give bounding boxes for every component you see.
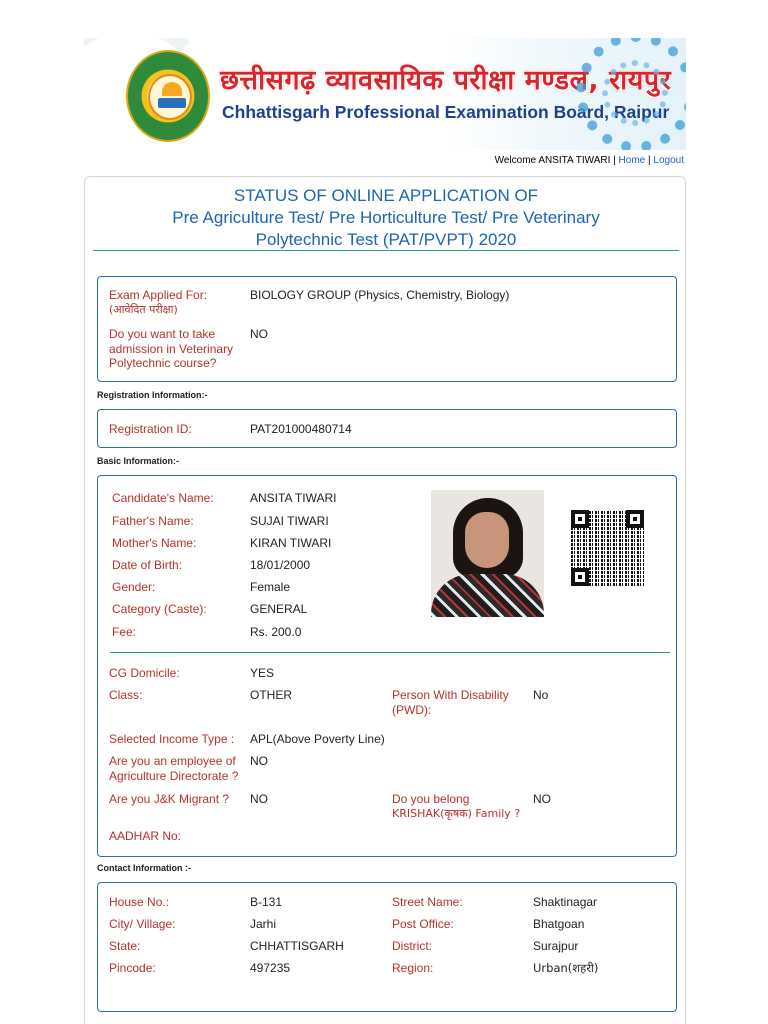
exam-info-box	[97, 276, 677, 382]
vyapam-emblem-icon	[126, 50, 210, 142]
krishak-label: Do you belong KRISHAK(कृषक) Family ?	[392, 792, 521, 820]
qr-code-icon	[571, 510, 644, 586]
registration-section-label: Registration Information:-	[97, 390, 208, 400]
category-label: Category (Caste):	[112, 602, 207, 616]
registration-id-label: Registration ID:	[109, 422, 192, 436]
street-name-label: Street Name:	[392, 895, 463, 909]
mother-name-label: Mother's Name:	[112, 536, 197, 550]
qr-finder	[571, 510, 589, 528]
photo-clothing	[431, 574, 544, 617]
page-title	[85, 185, 687, 251]
qr-finder	[571, 568, 589, 586]
registration-id-value: PAT201000480714	[250, 422, 352, 436]
title-line-1: STATUS OF ONLINE APPLICATION OF	[233, 186, 539, 205]
aadhar-label: AADHAR No:	[109, 829, 182, 843]
fee-label: Fee:	[112, 625, 137, 639]
class-label: Class:	[109, 688, 143, 702]
basic-section-label: Basic Information:-	[97, 456, 180, 466]
jk-migrant-label: Are you J&K Migrant ?	[109, 792, 230, 806]
board-name-hindi: छत्तीसगढ़ व्यावसायिक परीक्षा मण्डल, रायपुर	[220, 65, 672, 96]
pwd-label: Person With Disability (PWD):	[392, 688, 509, 717]
dob-value: 18/01/2000	[250, 558, 311, 572]
pincode-label: Pincode:	[109, 961, 156, 975]
basic-info-divider	[110, 652, 670, 653]
exam-applied-value: BIOLOGY GROUP (Physics, Chemistry, Biology)	[250, 288, 510, 302]
category-value: GENERAL	[250, 602, 308, 616]
city-value: Jarhi	[250, 917, 277, 931]
house-no-value: B-131	[250, 895, 283, 909]
separator: |	[613, 155, 616, 166]
emblem-center	[148, 74, 192, 120]
registration-box	[97, 409, 677, 448]
candidate-name-value: ANSITA TIWARI	[250, 491, 337, 505]
user-bar	[495, 155, 684, 166]
district-label: District:	[392, 939, 432, 953]
income-type-value: APL(Above Poverty Line)	[250, 732, 385, 746]
veterinary-question-value: NO	[250, 327, 268, 341]
logout-link[interactable]: Logout	[653, 155, 684, 166]
domicile-value: YES	[250, 666, 275, 680]
sun-icon	[162, 82, 182, 96]
title-line-3: Polytechnic Test (PAT/PVPT) 2020	[255, 230, 517, 249]
candidate-name-label: Candidate's Name:	[112, 491, 214, 505]
state-label: State:	[109, 939, 141, 953]
contact-section-label: Contact Information :-	[97, 863, 191, 873]
home-link[interactable]: Home	[618, 155, 646, 166]
separator: |	[648, 155, 651, 166]
title-divider	[93, 250, 679, 251]
income-type-label: Selected Income Type :	[109, 732, 235, 746]
father-name-value: SUJAI TIWARI	[250, 514, 329, 528]
application-status-card	[84, 176, 686, 1024]
header-banner	[84, 38, 686, 150]
region-label: Region:	[392, 961, 434, 975]
gender-value: Female	[250, 580, 291, 594]
dob-label: Date of Birth:	[112, 558, 183, 572]
book-icon	[158, 98, 186, 108]
father-name-label: Father's Name:	[112, 514, 194, 528]
region-value: Urban(शहरी)	[533, 961, 599, 975]
board-name-english: Chhattisgarh Professional Examination Board, Raipur	[222, 102, 670, 122]
veterinary-question-label: Do you want to take admission in Veterinary Polytechnic course?	[109, 327, 234, 370]
city-label: City/ Village:	[109, 917, 176, 931]
pincode-value: 497235	[250, 961, 291, 975]
exam-applied-label: Exam Applied For: (आवेदित परीक्षा)	[109, 288, 208, 316]
street-name-value: Shaktinagar	[533, 895, 598, 909]
welcome-text: Welcome ANSITA TIWARI	[494, 155, 611, 166]
krishak-value: NO	[533, 792, 551, 806]
pwd-value: No	[533, 688, 549, 702]
state-value: CHHATTISGARH	[250, 939, 344, 953]
contact-info-box	[97, 882, 677, 1012]
candidate-photo	[431, 490, 544, 617]
class-value: OTHER	[250, 688, 292, 702]
qr-finder	[626, 510, 644, 528]
agri-employee-value: NO	[250, 754, 268, 768]
domicile-label: CG Domicile:	[109, 666, 180, 680]
title-line-2: Pre Agriculture Test/ Pre Horticulture Test/ Pre Veterinary	[172, 208, 600, 227]
post-office-label: Post Office:	[392, 917, 454, 931]
post-office-value: Bhatgoan	[533, 917, 585, 931]
agri-employee-label: Are you an employee of Agriculture Directorate ?	[109, 754, 239, 783]
photo-face	[465, 512, 509, 568]
basic-info-box	[97, 475, 677, 857]
district-value: Surajpur	[533, 939, 579, 953]
fee-value: Rs. 200.0	[250, 625, 302, 639]
gender-label: Gender:	[112, 580, 156, 594]
jk-migrant-value: NO	[250, 792, 268, 806]
gear-small-icon	[602, 60, 668, 126]
house-no-label: House No.:	[109, 895, 170, 909]
mother-name-value: KIRAN TIWARI	[250, 536, 332, 550]
